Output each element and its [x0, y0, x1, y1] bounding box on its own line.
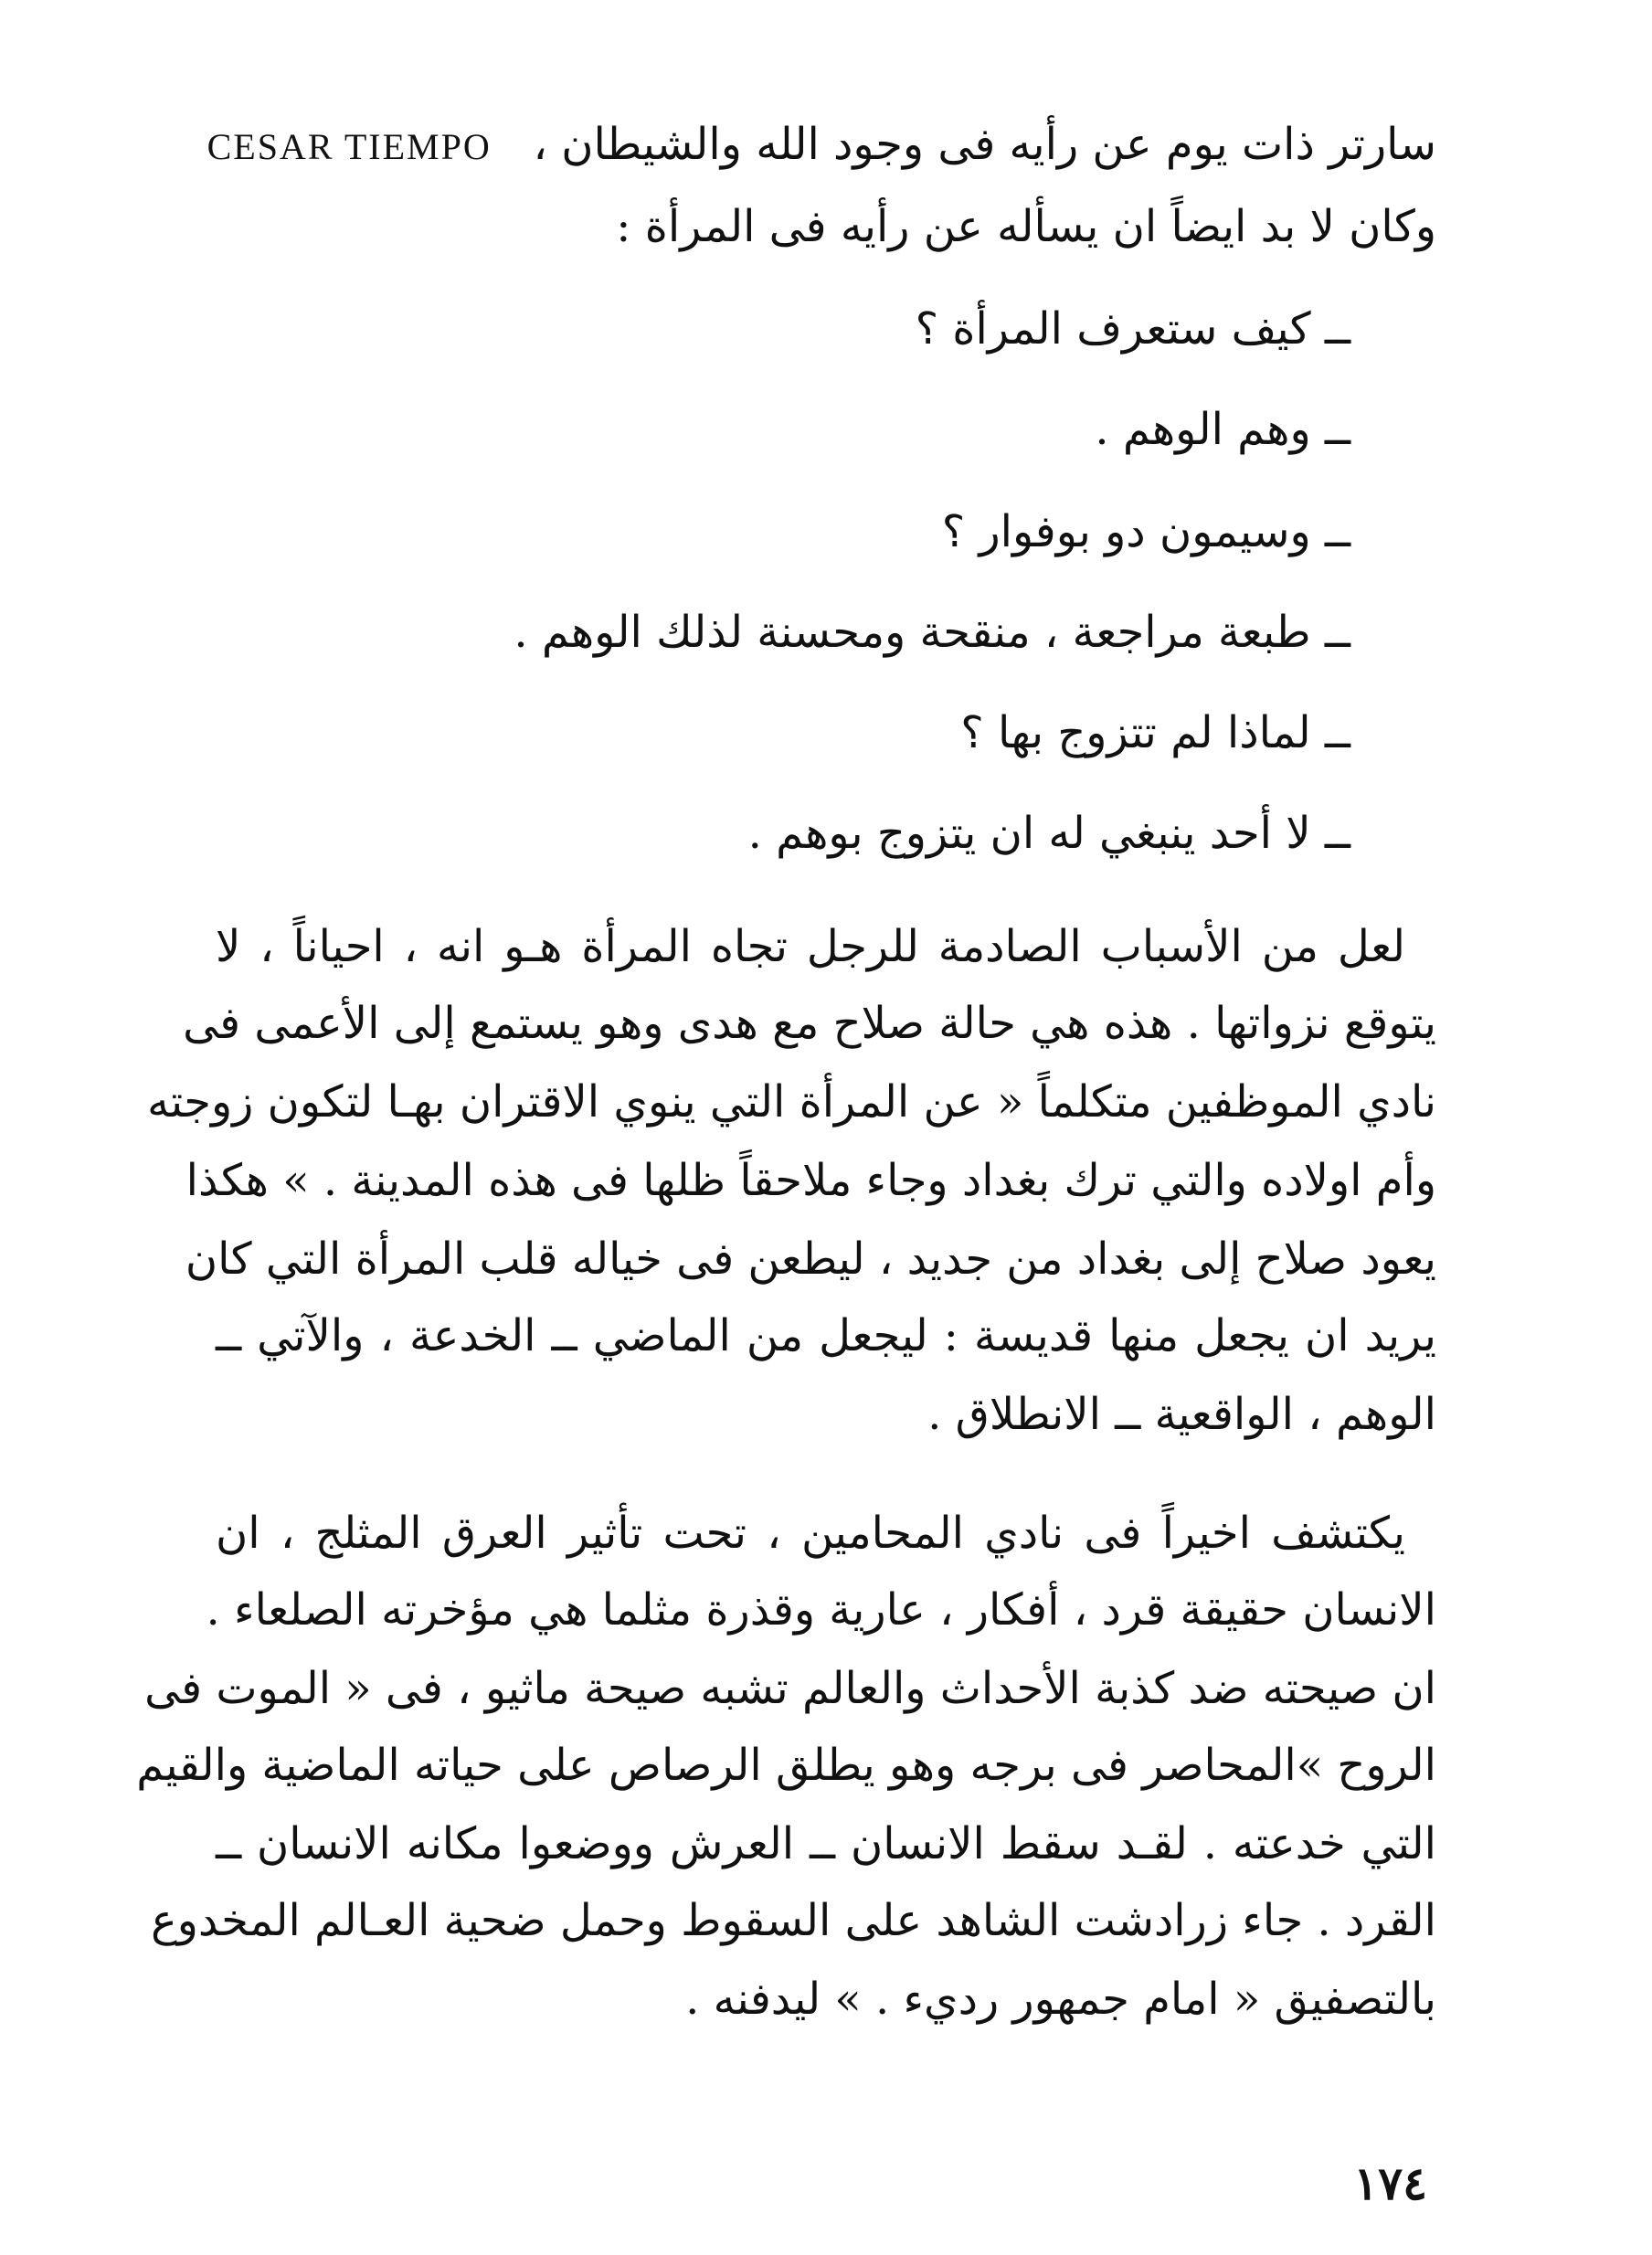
paragraph2-line: القرد . جاء زرادشت الشاهد على السقوط وحمل ضحية العـالم المخدوع	[151, 1895, 1436, 1946]
paragraph2-line: الروح »المحاصر فى برجه وهو يطلق الرصاص على حياته الماضية والقيم	[136, 1740, 1436, 1791]
intro-line: وكان لا بد ايضاً ان يسأله عن رأيه فى المرأة :	[616, 201, 1436, 252]
dialogue-line: ــ لماذا لم تتزوج بها ؟	[960, 707, 1350, 758]
paragraph1-line: يتوقع نزواتها . هذه هي حالة صلاح مع هدى وهو يستمع إلى الأعمى فى	[183, 998, 1436, 1049]
header-arabic-text: سارتر ذات يوم عن رأيه فى وجود الله والشيطان ،	[533, 119, 1436, 170]
dialogue-line: ــ لا أحد ينبغي له ان يتزوج بوهم .	[747, 808, 1350, 859]
paragraph1-line: الوهم ، الواقعية ــ الانطلاق .	[927, 1389, 1436, 1440]
dialogue-line: ــ كيف ستعرف المرأة ؟	[915, 303, 1350, 355]
header-line	[207, 117, 1436, 175]
paragraph2-line: يكتشف اخيراً فى نادي المحامين ، تحت تأثير العرق المثلج ، ان	[216, 1508, 1405, 1559]
dialogue-line: ــ وهم الوهم .	[1095, 404, 1350, 455]
paragraph1-line: نادي الموظفين متكلماً « عن المرأة التي ينوي الاقتران بهـا لتكون زوجته	[147, 1076, 1436, 1128]
dialogue-line: ــ طبعة مراجعة ، منقحة ومحسنة لذلك الوهم .	[514, 607, 1350, 658]
paragraph2-line: ان صيحته ضد كذبة الأحداث والعالم تشبه صيحة ماثيو ، فى « الموت فى	[144, 1663, 1436, 1714]
page-number: ١٧٤	[1353, 2156, 1427, 2210]
author-name-latin: CESAR TIEMPO	[206, 126, 492, 167]
paragraph2-line: بالتصفيق « امام جمهور رديء . » ليدفنه .	[685, 1974, 1436, 2025]
paragraph2-line: الانسان حقيقة قرد ، أفكار ، عارية وقذرة مثلما هي مؤخرته الصلعاء .	[206, 1584, 1436, 1636]
paragraph2-line: التي خدعته . لقـد سقط الانسان ــ العرش ووضعوا مكانه الانسان ــ	[216, 1818, 1436, 1869]
paragraph1-line: وأم اولاده والتي ترك بغداد وجاء ملاحقاً ظلها فى هذه المدينة . » هكذا	[185, 1155, 1436, 1206]
paragraph1-line: لعل من الأسباب الصادمة للرجل تجاه المرأة هـو انه ، احياناً ، لا	[216, 921, 1405, 972]
dialogue-line: ــ وسيمون دو بوفوار ؟	[941, 506, 1350, 557]
paragraph1-line: يريد ان يجعل منها قديسة : ليجعل من الماضي ــ الخدعة ، والآتي ــ	[216, 1310, 1437, 1361]
paragraph1-line: يعود صلاح إلى بغداد من جديد ، ليطعن فى خياله قلب المرأة التي كان	[185, 1233, 1436, 1285]
